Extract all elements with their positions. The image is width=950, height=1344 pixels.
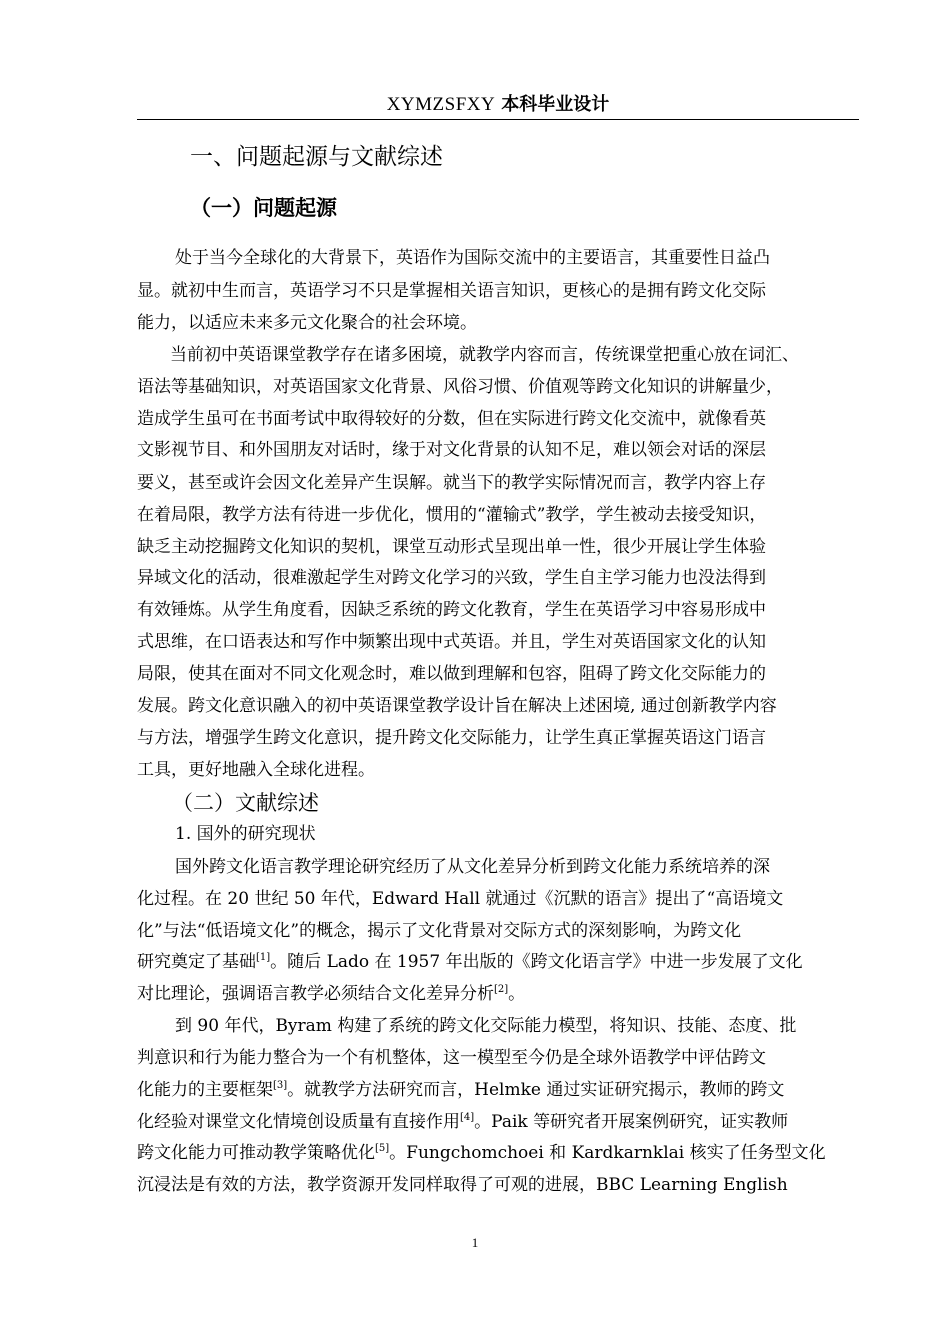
text-span: 。随后 Lado 在 1957 年出版的《跨文化语言学》中进一步发展了文化 bbox=[270, 952, 803, 972]
text-span: 。 bbox=[508, 984, 526, 1004]
text-line: 文影视节目、和外国朋友对话时，缘于对文化背景的认知不足，难以领会对话的深层 bbox=[137, 440, 766, 460]
text-line: 在着局限，教学方法有待进一步优化，惯用的“灌输式”教学，学生被动去接受知识， bbox=[137, 505, 767, 525]
citation-ref: [5] bbox=[375, 1143, 390, 1154]
text-line: 到 90 年代，Byram 构建了系统的跨文化交际能力模型，将知识、技能、态度、批 bbox=[175, 1016, 797, 1036]
header-code: XYMZSFXY bbox=[386, 94, 496, 115]
citation-ref: [4] bbox=[460, 1112, 475, 1123]
text-line: 判意识和行为能力整合为一个有机整体，这一模型至今仍是全球外语教学中评估跨文 bbox=[137, 1048, 766, 1068]
text-line: 要义，甚至或许会因文化差异产生误解。就当下的教学实际情况而言，教学内容上存 bbox=[137, 473, 766, 493]
text-line: 当前初中英语课堂教学存在诸多困境，就教学内容而言，传统课堂把重心放在词汇、 bbox=[170, 345, 799, 365]
heading-1: 一、问题起源与文献综述 bbox=[190, 144, 443, 170]
citation-ref: [2] bbox=[494, 984, 509, 995]
text-line bbox=[137, 1141, 826, 1165]
text-span: 研究奠定了基础 bbox=[137, 952, 256, 972]
text-line: 能力，以适应未来多元文化聚合的社会环境。 bbox=[137, 313, 477, 333]
text-line bbox=[137, 950, 803, 974]
text-line: 造成学生虽可在书面考试中取得较好的分数，但在实际进行跨文化交流中，就像看英 bbox=[137, 409, 766, 429]
header-rule bbox=[137, 119, 859, 120]
citation-ref: [3] bbox=[273, 1080, 288, 1091]
header-title: 本科毕业设计 bbox=[501, 94, 610, 115]
text-span: 对比理论，强调语言教学必须结合文化差异分析 bbox=[137, 984, 494, 1004]
text-line: 沉浸法是有效的方法，教学资源开发同样取得了可观的进展，BBC Learning English bbox=[137, 1175, 788, 1195]
text-line: 语法等基础知识，对英语国家文化背景、风俗习惯、价值观等跨文化知识的讲解量少， bbox=[137, 377, 783, 397]
text-line: 国外跨文化语言教学理论研究经历了从文化差异分析到跨文化能力系统培养的深 bbox=[175, 857, 770, 877]
text-span: 。Fungchomchoei 和 Kardkarnklai 核实了任务型文化 bbox=[389, 1143, 826, 1163]
page-header bbox=[137, 91, 859, 118]
text-span: 跨文化能力可推动教学策略优化 bbox=[137, 1143, 375, 1163]
text-line bbox=[137, 982, 525, 1006]
text-line bbox=[137, 1078, 784, 1102]
text-span: 。Paik 等研究者开展案例研究，证实教师 bbox=[474, 1112, 789, 1132]
subsection-title: 1. 国外的研究现状 bbox=[175, 824, 316, 844]
page-number: 1 bbox=[471, 1235, 479, 1250]
text-line: 与方法，增强学生跨文化意识，提升跨文化交际能力，让学生真正掌握英语这门语言 bbox=[137, 728, 766, 748]
text-line: 局限，使其在面对不同文化观念时，难以做到理解和包容，阻碍了跨文化交际能力的 bbox=[137, 664, 766, 684]
section-2-title: （二）文献综述 bbox=[172, 791, 319, 815]
text-span: 化经验对课堂文化情境创设质量有直接作用 bbox=[137, 1112, 460, 1132]
text-line: 化”与法“低语境文化”的概念，揭示了文化背景对交际方式的深刻影响，为跨文化 bbox=[137, 921, 742, 941]
text-line: 处于当今全球化的大背景下，英语作为国际交流中的主要语言，其重要性日益凸 bbox=[175, 248, 770, 268]
text-line bbox=[137, 1110, 788, 1134]
text-line: 工具，更好地融入全球化进程。 bbox=[137, 760, 375, 780]
text-line: 式思维，在口语表达和写作中频繁出现中式英语。并且，学生对英语国家文化的认知 bbox=[137, 632, 766, 652]
text-span: 化能力的主要框架 bbox=[137, 1080, 273, 1100]
text-span: 。就教学方法研究而言，Helmke 通过实证研究揭示，教师的跨文 bbox=[287, 1080, 785, 1100]
text-line: 异域文化的活动，很难激起学生对跨文化学习的兴致，学生自主学习能力也没法得到 bbox=[137, 568, 766, 588]
citation-ref: [1] bbox=[256, 952, 271, 963]
text-line: 化过程。在 20 世纪 50 年代，Edward Hall 就通过《沉默的语言》提出了“高语境文 bbox=[137, 889, 784, 909]
section-1-title: （一）问题起源 bbox=[190, 196, 337, 220]
text-line: 显。就初中生而言，英语学习不只是掌握相关语言知识，更核心的是拥有跨文化交际 bbox=[137, 281, 766, 301]
text-line: 有效锤炼。从学生角度看，因缺乏系统的跨文化教育，学生在英语学习中容易形成中 bbox=[137, 600, 766, 620]
text-line: 发展。跨文化意识融入的初中英语课堂教学设计旨在解决上述困境, 通过创新教学内容 bbox=[137, 696, 777, 716]
text-line: 缺乏主动挖掘跨文化知识的契机，课堂互动形式呈现出单一性，很少开展让学生体验 bbox=[137, 537, 766, 557]
